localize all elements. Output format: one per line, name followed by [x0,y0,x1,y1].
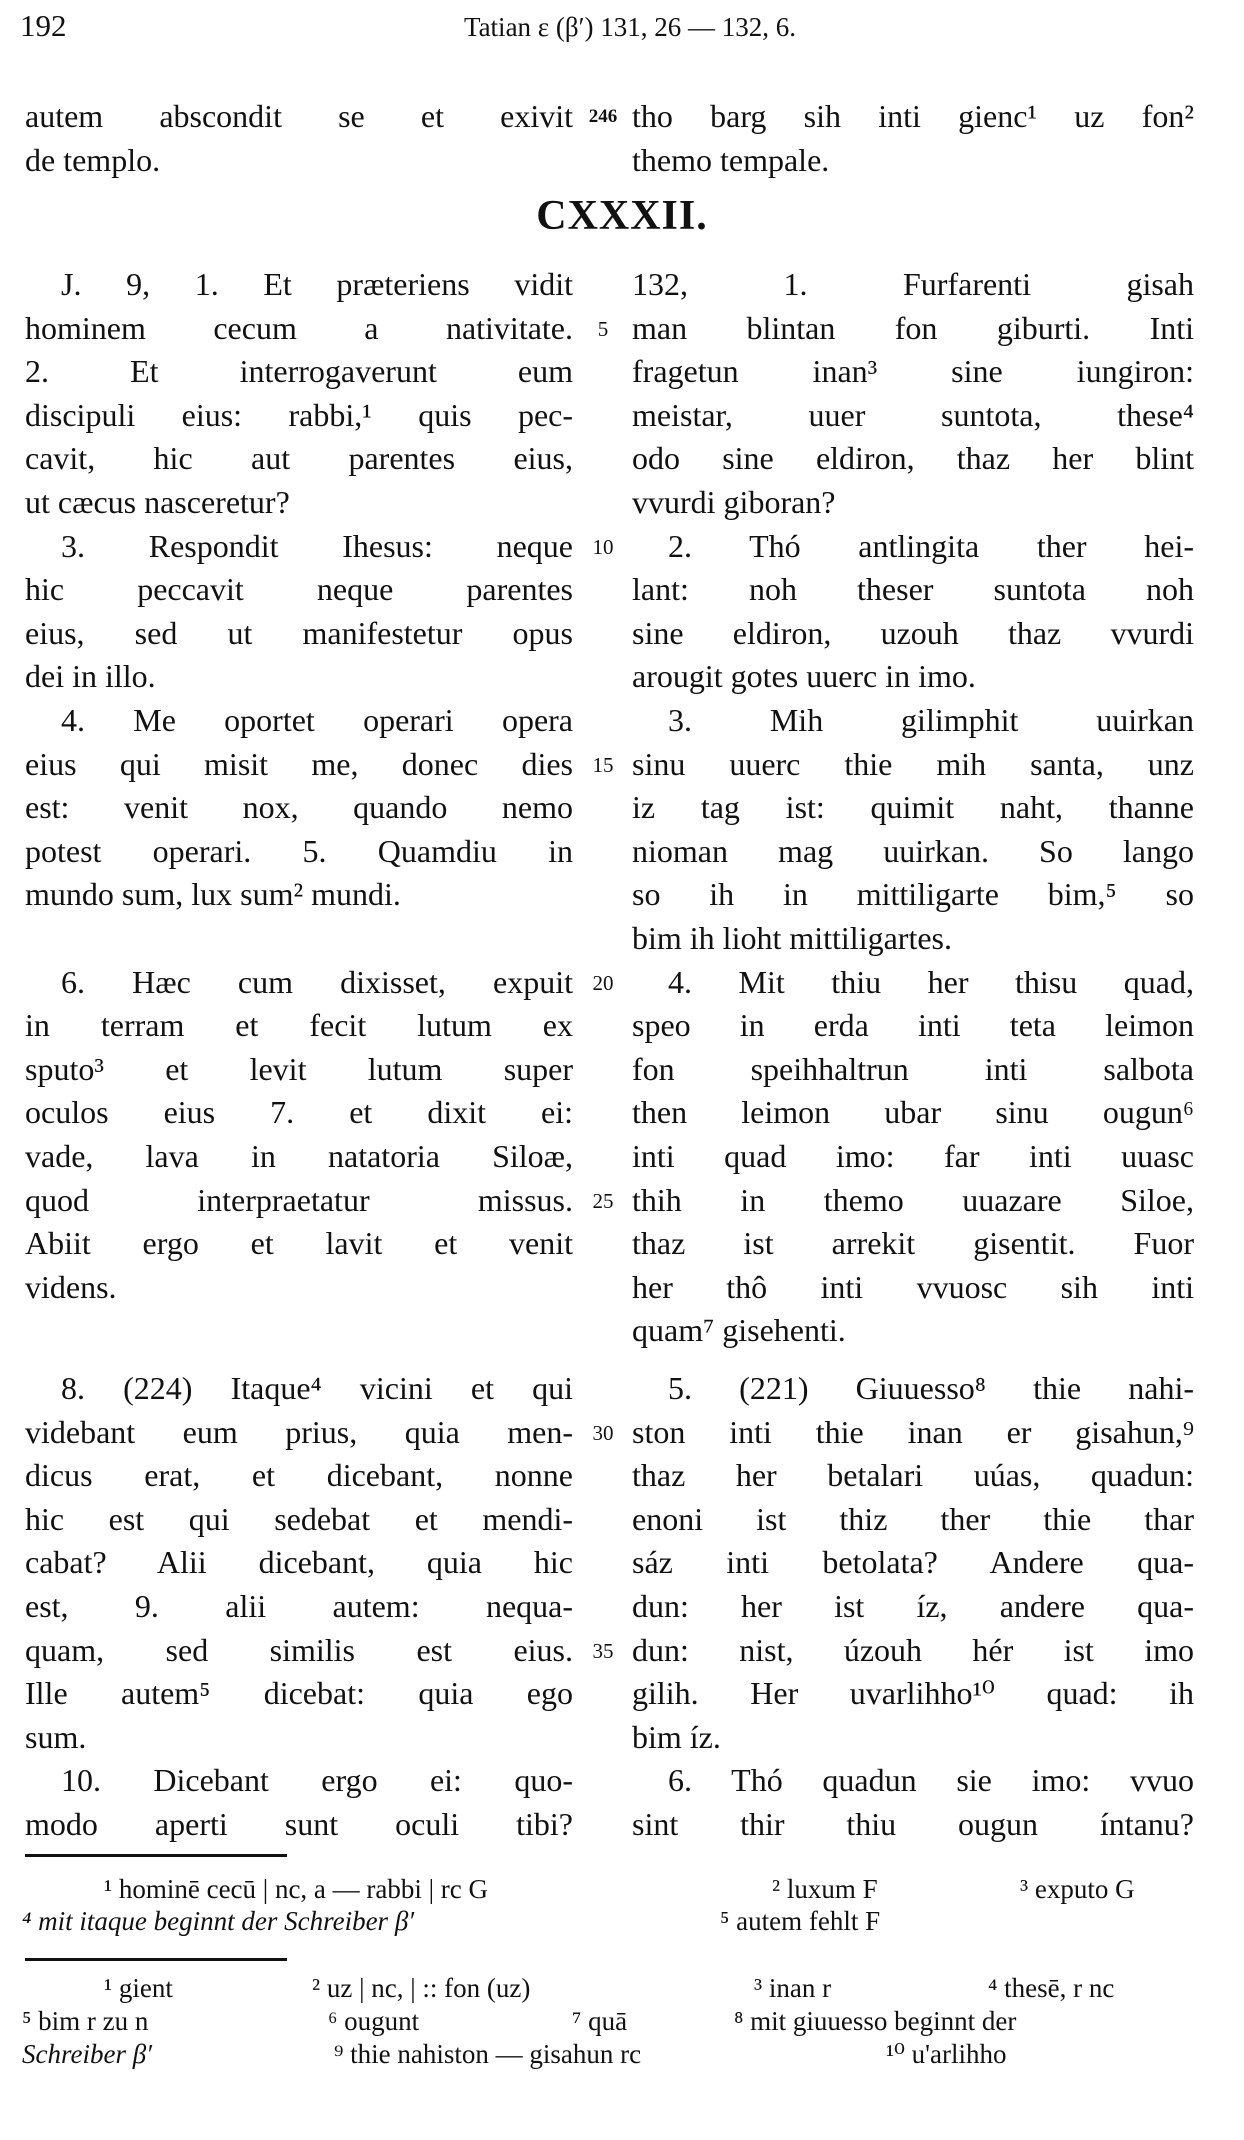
footnote-ohg: ⁴ thesē, r nc [988,1973,1115,2003]
latin-line: 10. Dicebant ergo ei: quo- [61,1762,573,1799]
ohg-line: arougit gotes uuerc in imo. [632,658,976,695]
ohg-line: iz tag ist: quimit naht, thanne [632,789,1194,826]
ohg-line: dun: her ist íz, andere qua- [632,1588,1194,1624]
ohg-line: 4. Mit thiu her thisu quad, [668,963,1194,1000]
line-number: 5 [597,316,609,341]
footnote-ohg: ¹⁰ u'arlihho [886,2039,1007,2069]
ohg-line: 132, 1. Furfarenti gisah [632,266,1194,302]
latin-line: videns. [25,1268,117,1305]
ohg-line: then leimon ubar sinu ougun⁶ [632,1094,1194,1131]
ohg-line: vvurdi giboran? [632,484,836,520]
latin-line: quam, sed similis est eius. [25,1631,573,1668]
ohg-line: lant: noh theser suntota noh [632,571,1194,608]
footnote-divider [25,1854,287,1857]
footnote-latin: ⁵ autem fehlt F [720,1906,881,1936]
ohg-line: speo in erda inti teta leimon [632,1007,1194,1044]
ohg-line: meistar, uuer suntota, these⁴ [632,396,1194,433]
footnote-latin: ² luxum F [772,1874,878,1904]
latin-line: hic est qui sedebat et mendi- [25,1500,573,1537]
footnote-ohg: ¹ gient [104,1973,173,2003]
footnote-ohg: ⁶ ougunt [328,2006,420,2036]
footnote-ohg: ² uz | nc, | :: fon (uz) [312,1973,531,2003]
latin-line: in terram et fecit lutum ex [25,1007,573,1044]
line-number: 25 [592,1188,614,1213]
ohg-line: odo sine eldiron, thaz her blint [632,440,1194,477]
ohg-line: so ih in mittiligarte bim,⁵ so [632,876,1194,913]
running-title: Tatian ε (β′) 131, 26 — 132, 6. [463,12,797,42]
ohg-line: thaz her betalari uúas, quadun: [632,1457,1194,1494]
ohg-line: 3. Mih gilimphit uuirkan [668,702,1194,738]
latin-line: vade, lava in natatoria Siloæ, [25,1138,573,1174]
ohg-line: nioman mag uuirkan. So lango [632,832,1194,869]
latin-line: 8. (224) Itaque⁴ vicini et qui [61,1370,573,1406]
ohg-line: bim íz. [632,1718,721,1755]
latin-line: potest operari. 5. Quamdiu in [25,832,573,869]
latin-line: cavit, hic aut parentes eius, [25,440,573,477]
latin-line: cabat? Alii dicebant, quia hic [25,1544,573,1581]
footnote-ohg: Schreiber β′ [22,2039,153,2069]
footnote-latin: ⁴ mit itaque beginnt der Schreiber β′ [22,1906,415,1936]
page-number: 192 [20,8,67,43]
latin-line: ut cæcus nasceretur? [25,484,290,520]
ohg-line: sáz inti betolata? Andere qua- [632,1544,1194,1581]
ohg-line: 2. Thó antlingita ther hei- [668,527,1194,564]
latin-line: hic peccavit neque parentes [25,571,573,608]
latin-line: dei in illo. [25,658,156,695]
latin-line: sputo³ et levit lutum super [25,1050,573,1087]
ohg-line: dun: nist, úzouh hér ist imo [632,1631,1194,1668]
latin-line: sum. [25,1718,87,1755]
latin-line: hominem cecum a nativitate. [25,309,573,346]
ohg-line: 6. Thó quadun sie imo: vvuo [668,1762,1194,1799]
ohg-line: ston inti thie inan er gisahun,⁹ [632,1413,1194,1450]
latin-line: videbant eum prius, quia men- [25,1413,573,1450]
latin-line: eius qui misit me, donec dies [25,745,573,782]
latin-line: discipuli eius: rabbi,¹ quis pec- [25,396,573,433]
ohg-line: 5. (221) Giuuesso⁸ thie nahi- [668,1370,1194,1406]
ohg-line: quam⁷ gisehenti. [632,1312,846,1349]
ohg-line: gilih. Her uvarlihho¹⁰ quad: ih [632,1675,1194,1712]
latin-line: est, 9. alii autem: nequa- [25,1588,573,1624]
footnote-latin: ¹ hominē cecū | nc, a — rabbi | rc G [104,1874,489,1904]
ohg-line: sine eldiron, uzouh thaz vvurdi [632,614,1194,651]
line-number: 10 [592,534,614,559]
carryover-ohg-line: tho barg sih inti gienc¹ uz fon² [632,98,1194,134]
carryover-latin-line: de templo. [25,142,161,178]
latin-line: 2. Et interrogaverunt eum [25,353,573,390]
latin-line: Abiit ergo et lavit et venit [25,1225,573,1262]
latin-line: 4. Me oportet operari opera [61,702,573,738]
ohg-line: thih in themo uuazare Siloe, [632,1181,1194,1218]
latin-line: mundo sum, lux sum² mundi. [25,876,401,913]
latin-line: 6. Hæc cum dixisset, expuit [61,963,573,1000]
ohg-line: inti quad imo: far inti uuasc [632,1138,1194,1174]
latin-line: oculos eius 7. et dixit ei: [25,1094,573,1131]
line-number: 20 [592,970,614,995]
footnote-ohg: ⁵ bim r zu n [22,2006,149,2036]
ohg-line: sinu uuerc thie mih santa, unz [632,745,1194,782]
latin-line: est: venit nox, quando nemo [25,789,573,826]
latin-line: dicus erat, et dicebant, nonne [25,1457,573,1494]
ohg-line: thaz ist arrekit gisentit. Fuor [632,1225,1194,1262]
latin-line: modo aperti sunt oculi tibi? [25,1806,573,1842]
line-number: 15 [592,752,614,777]
line-number: 30 [592,1420,614,1445]
line-number: 35 [592,1638,614,1663]
ohg-line: her thô inti vvuosc sih inti [632,1268,1194,1305]
ohg-line: bim ih lioht mittiligartes. [632,920,952,956]
latin-line: Ille autem⁵ dicebat: quia ego [25,1675,573,1712]
ohg-line: fragetun inan³ sine iungiron: [632,353,1194,390]
latin-line: J. 9, 1. Et præteriens vidit [61,266,573,302]
chapter-title: CXXXII. [536,193,708,239]
latin-line: eius, sed ut manifestetur opus [25,614,573,651]
footnote-divider [25,1958,287,1961]
footnote-latin: ³ exputo G [1020,1874,1135,1904]
latin-line: quod interpraetatur missus. [25,1181,573,1218]
footnote-ohg: ³ inan r [754,1973,832,2003]
ohg-line: man blintan fon giburti. Inti [632,309,1194,346]
margin-number: 246 [588,106,618,127]
footnote-ohg: ⁹ thie nahiston — gisahun rc [334,2039,642,2069]
footnote-ohg: ⁸ mit giuuesso beginnt der [734,2006,1017,2036]
footnote-ohg: ⁷ quā [572,2006,628,2036]
latin-line: 3. Respondit Ihesus: neque [61,527,573,564]
ohg-line: sint thir thiu ougun íntanu? [632,1806,1194,1842]
carryover-ohg-line: themo tempale. [632,142,830,178]
ohg-line: fon speihhaltrun inti salbota [632,1050,1194,1087]
ohg-line: enoni ist thiz ther thie thar [632,1500,1194,1537]
carryover-latin-line: autem abscondit se et exivit [25,98,573,134]
